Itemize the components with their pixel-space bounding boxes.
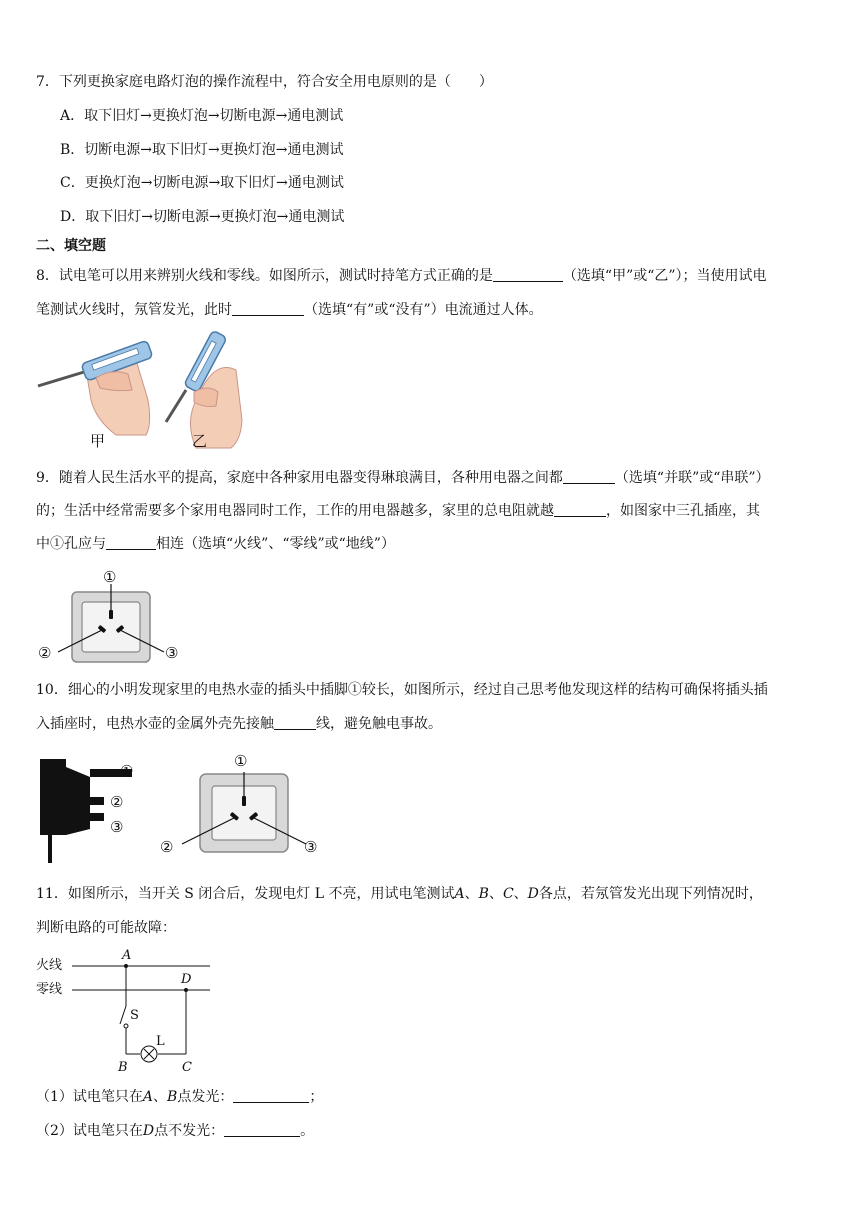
q11-line1: 11．如图所示，当开关 S 闭合后，发现电灯 L 不亮，用试电笔测试A、B、C、D各点，若氖管发光出现下列情况时， [36, 886, 763, 902]
q10-plug-label-2: ② [110, 793, 124, 811]
test-pen-jia [38, 340, 153, 435]
q10-socket-label-2: ② [160, 838, 174, 856]
q9-label-1: ① [103, 568, 117, 586]
q10-plug-label-3: ③ [110, 818, 124, 836]
label-jia: 甲 [90, 432, 106, 450]
q9-line1: 9．随着人民生活水平的提高，家庭中各种家用电器变得琳琅满目，各种用电器之间都 （选填“并联”或“串联”） [36, 470, 770, 486]
circuit-switch-label: S [130, 1008, 139, 1023]
circuit-point-d: D [181, 972, 192, 987]
circuit-point-a: A [122, 948, 132, 963]
q10-plug-label-1: ① [120, 762, 134, 780]
circuit-label-fire: 火线 [36, 958, 63, 973]
label-yi: 乙 [192, 432, 208, 450]
q9-line3: 中①孔应与 相连（选填“火线”、“零线”或“地线”） [36, 536, 395, 552]
section-heading: 二、填空题 [36, 238, 106, 254]
q9-blank2[interactable] [554, 502, 606, 517]
q10-socket-label-3: ③ [304, 838, 318, 856]
q7-option-a[interactable]: A．取下旧灯→更换灯泡→切断电源→通电测试 [60, 108, 344, 124]
q8-blank2[interactable] [232, 301, 304, 316]
q8-line2: 笔测试火线时，氖管发光，此时 （选填“有”或“没有”）电流通过人体。 [36, 302, 543, 318]
q9-label-2: ② [38, 644, 52, 662]
q11-sub2: （2）试电笔只在D点不发光： 。 [36, 1123, 315, 1139]
q11-blank2[interactable] [224, 1122, 300, 1137]
q7-option-c[interactable]: C．更换灯泡→切断电源→取下旧灯→通电测试 [60, 175, 344, 191]
q11-line2: 判断电路的可能故障： [36, 920, 176, 936]
q9-blank1[interactable] [563, 469, 615, 484]
q10-line1: 10．细心的小明发现家里的电热水壶的插头中插脚①较长，如图所示，经过自己思考他发现这样的结构可确保将插头插 [36, 682, 768, 698]
q9-blank3[interactable] [106, 535, 156, 550]
circuit-label-zero: 零线 [36, 982, 63, 997]
q10-blank[interactable] [274, 715, 316, 730]
q10-socket-label-1: ① [234, 752, 248, 770]
test-pen-figure [36, 330, 256, 454]
q9-label-3: ③ [165, 644, 179, 662]
q8-line1: 8．试电笔可以用来辨别火线和零线。如图所示，测试时持笔方式正确的是 （选填“甲”或“乙”）；当使用试电 [36, 268, 767, 284]
q10-line2: 入插座时，电热水壶的金属外壳先接触 线，避免触电事故。 [36, 716, 442, 732]
q7-stem: 7．下列更换家庭电路灯泡的操作流程中，符合安全用电原则的是（ ） [36, 74, 493, 90]
q7-option-d[interactable]: D．取下旧灯→切断电源→更换灯泡→通电测试 [60, 209, 345, 225]
q9-line2: 的；生活中经常需要多个家用电器同时工作，工作的用电器越多，家里的总电阻就越 ，如图家中三孔插座，其 [36, 503, 760, 519]
circuit-point-b: B [118, 1060, 128, 1075]
q11-sub1: （1）试电笔只在A、B点发光： ； [36, 1089, 324, 1105]
q8-blank1[interactable] [493, 267, 563, 282]
q11-blank1[interactable] [233, 1088, 309, 1103]
circuit-point-c: C [182, 1060, 192, 1075]
circuit-lamp-label: L [156, 1034, 165, 1049]
q7-option-b[interactable]: B．切断电源→取下旧灯→更换灯泡→通电测试 [60, 142, 344, 158]
